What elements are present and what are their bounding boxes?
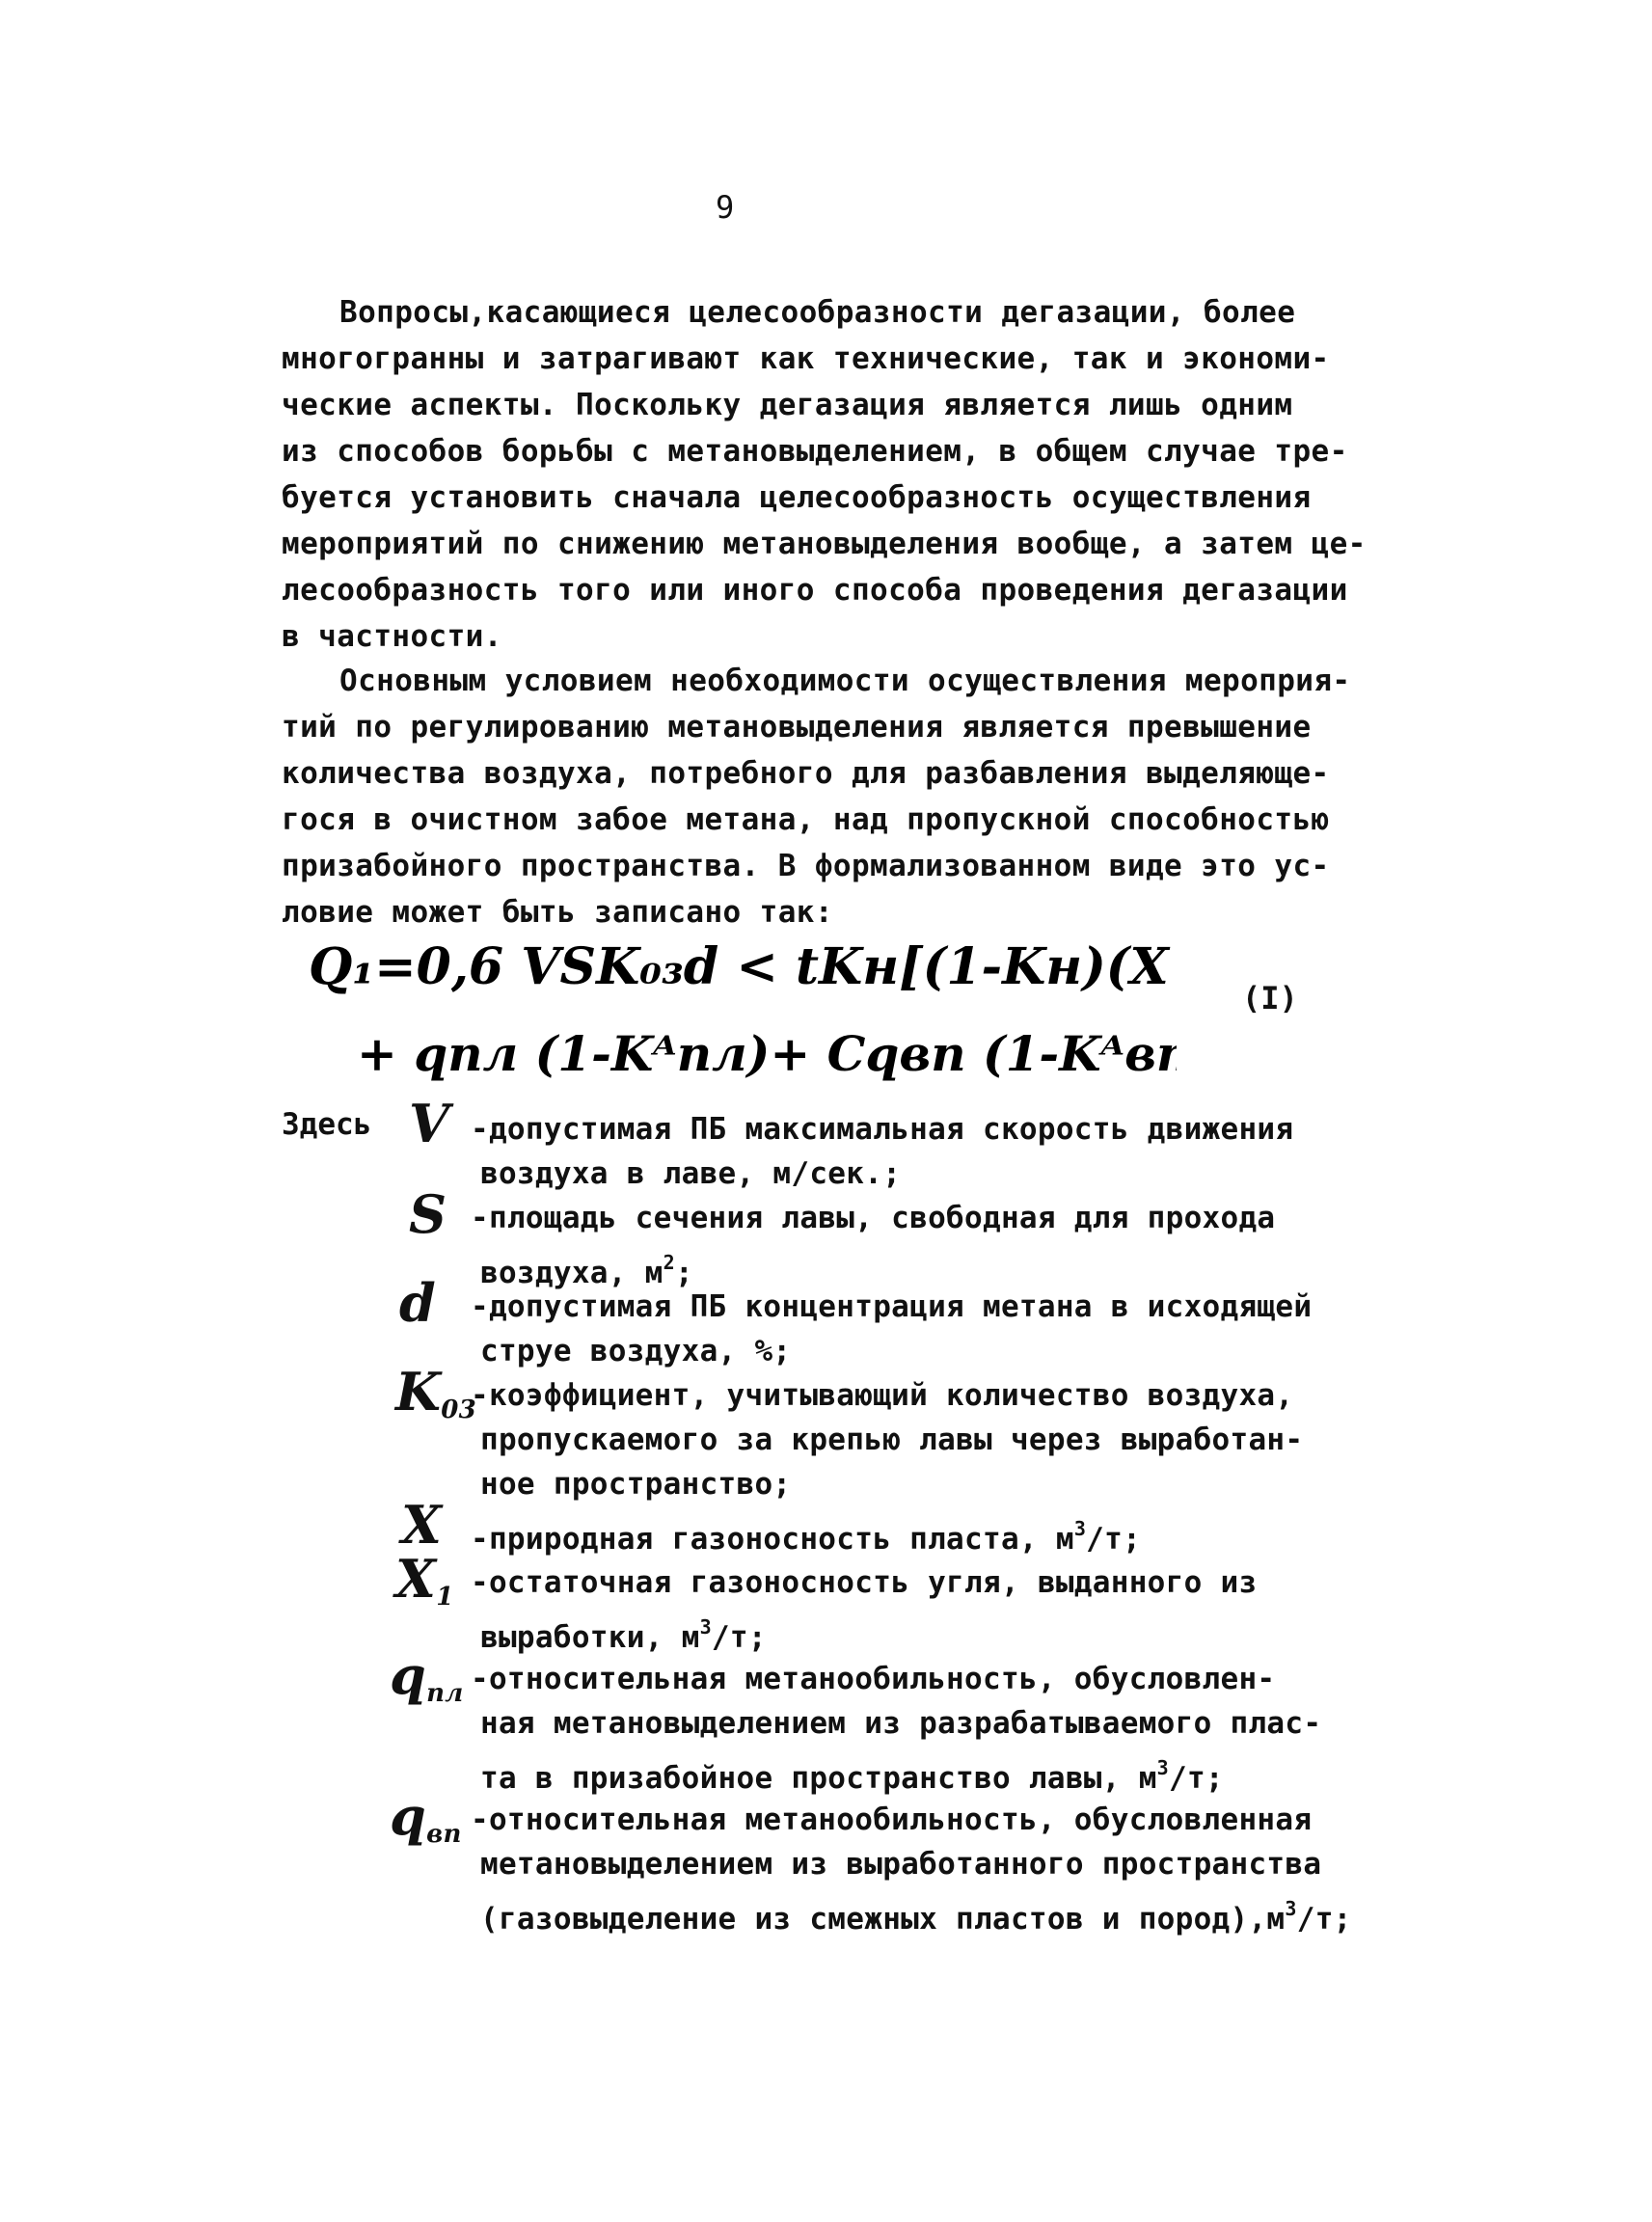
equation-number: (I) xyxy=(1242,980,1298,1016)
text-line: ческие аспекты. Поскольку дегазация является лишь одним xyxy=(282,388,1293,422)
definition-text: (газовыделение из смежных пластов и пород),м xyxy=(480,1902,1286,1937)
page-number: 9 xyxy=(716,189,735,226)
superscript: 3 xyxy=(1285,1897,1297,1920)
definition-text: /т; xyxy=(711,1620,767,1655)
definition-item xyxy=(282,1361,1420,1506)
definition-text: ; xyxy=(674,1256,693,1290)
definition-text: /т; xyxy=(1086,1522,1142,1557)
superscript: 3 xyxy=(699,1615,712,1639)
definition-item xyxy=(282,1093,1420,1196)
definition-text: выработки, м xyxy=(480,1620,700,1655)
definition-text: -природная газоносность пласта, м xyxy=(471,1522,1074,1557)
definition-item xyxy=(282,1548,1420,1655)
definition-text: та в призабойное пространство лавы, м xyxy=(480,1761,1157,1796)
superscript: 2 xyxy=(663,1251,675,1274)
formula-line-1: Q₁=0,6 VSK₀₃d < tKн[(1-Kн)(X xyxy=(309,937,1169,996)
superscript: 3 xyxy=(1156,1756,1169,1779)
text-line: призабойного пространства. В формализованном виде это ус- xyxy=(282,849,1330,883)
superscript: 3 xyxy=(1073,1517,1087,1540)
definition-text: метановыделением из выработанного пространства xyxy=(480,1847,1322,1882)
definition-text: ное пространство; xyxy=(480,1467,792,1502)
definition-item xyxy=(282,1785,1420,1937)
definition-text: воздуха в лаве, м/сек.; xyxy=(480,1156,902,1191)
definition-text: воздуха, м xyxy=(480,1256,664,1290)
definition-text: ная метановыделением из разрабатываемого плас- xyxy=(480,1706,1322,1741)
definition-text: /т; xyxy=(1296,1902,1352,1937)
text-line: буется установить сначала целесообразность осуществления xyxy=(282,480,1312,515)
text-line: многогранны и затрагивают как технические, так и экономи- xyxy=(282,341,1330,376)
symbol-s: S xyxy=(409,1183,447,1245)
definition-text: -относительная метанообильность, обусловленная xyxy=(471,1802,1313,1837)
text-line: из способов борьбы с метановыделением, в общем случае тре- xyxy=(282,434,1348,469)
symbol-q-pl: $q_{пл}$ xyxy=(390,1644,464,1708)
definition-text: -относительная метанообильность, обусловлен- xyxy=(471,1662,1276,1696)
text-line: количества воздуха, потребного для разбавления выделяюще- xyxy=(282,756,1330,791)
definition-text: струе воздуха, %; xyxy=(480,1334,792,1368)
here-label: Здесь xyxy=(282,1107,372,1142)
definition-text: пропускаемого за крепью лавы через выработан- xyxy=(480,1423,1304,1457)
definition-item xyxy=(282,1183,1420,1290)
paragraph-1 xyxy=(282,289,1400,660)
text-line: лесообразность того или иного способа проведения дегазации xyxy=(282,573,1348,608)
symbol-v: V xyxy=(409,1093,450,1154)
definition-item xyxy=(282,1644,1420,1796)
definition-text: -коэффициент, учитывающий количество воздуха, xyxy=(471,1378,1294,1413)
definition-text: -остаточная газоносность угля, выданного из xyxy=(471,1565,1258,1600)
formula-line-2: + qпл (1-Kᴬпл)+ Cqвп (1-Kᴬв xyxy=(357,1025,1156,1082)
definition-text: /т; xyxy=(1169,1761,1224,1796)
text-line: тий по регулированию метановыделения является превышение xyxy=(282,710,1312,745)
text-line: ловие может быть записано так: xyxy=(282,895,833,930)
symbol-k03: $K_{03}$ xyxy=(395,1361,477,1424)
symbol-q-vp: $q_{вп}$ xyxy=(390,1785,462,1849)
symbol-x: X xyxy=(401,1494,443,1556)
text-line: Основным условием необходимости осуществления мероприя- xyxy=(339,664,1351,698)
symbol-x1: $X_1$ xyxy=(395,1548,454,1612)
definition-text: -допустимая ПБ концентрация метана в исходящей xyxy=(471,1289,1313,1324)
definition-text: -допустимая ПБ максимальная скорость движения xyxy=(471,1112,1294,1147)
definitions-list xyxy=(282,1093,1420,1937)
paragraph-2 xyxy=(282,658,1400,935)
definition-text: -площадь сечения лавы, свободная для прохода xyxy=(471,1201,1276,1235)
text-line: Вопросы,касающиеся целесообразности дегазации, более xyxy=(339,295,1296,330)
definition-item xyxy=(282,1494,1420,1557)
symbol-delta: d xyxy=(399,1272,437,1334)
formula-handwritten xyxy=(309,926,1177,1099)
text-line: мероприятий по снижению метановыделения вообще, а затем це- xyxy=(282,527,1367,561)
text-line: гося в очистном забое метана, над пропускной способностью xyxy=(282,802,1330,837)
text-line: в частности. xyxy=(282,619,502,654)
